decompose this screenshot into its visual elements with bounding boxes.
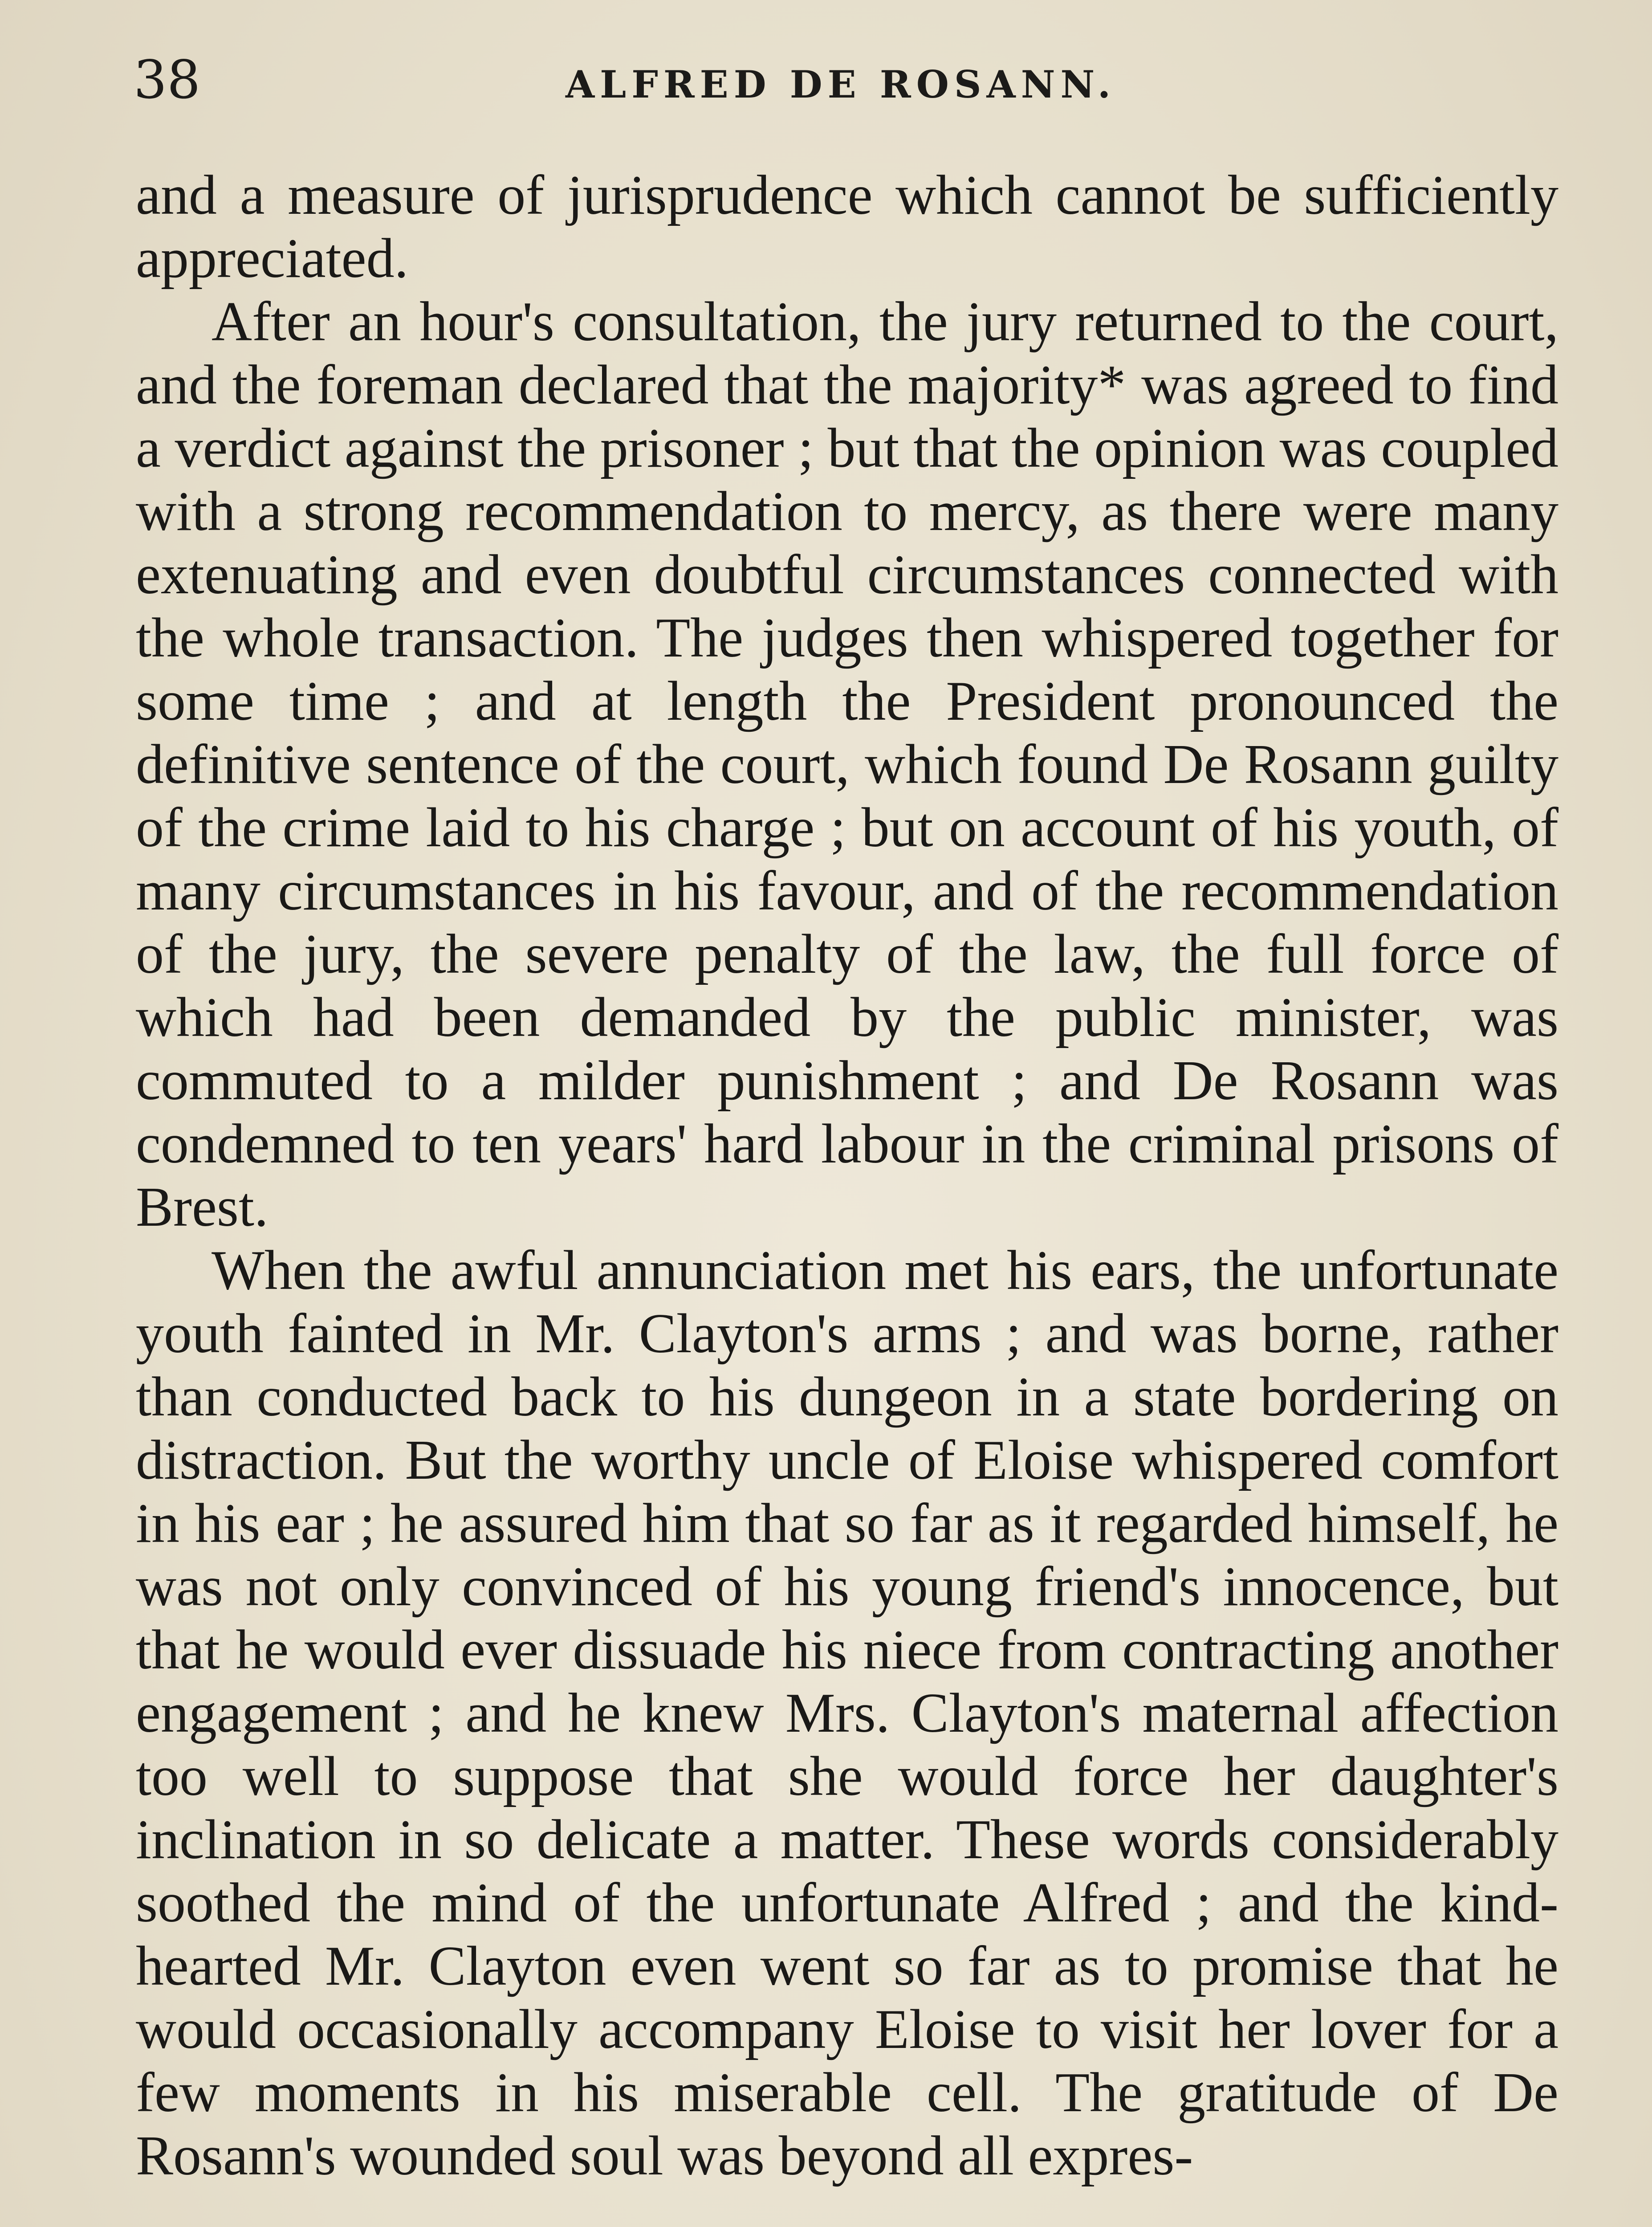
page-number: 38 xyxy=(134,49,201,110)
body-text xyxy=(136,164,1558,2188)
paragraph-annunciation: When the awful annunciation met his ears, the unfortunate youth fainted in Mr. Clayton's arms ; and was borne, rather than conducted back to his dungeon in a state bordering on distraction. But the worthy uncle of Eloise whispered comfort in his ear ; he assured him that so far as it regarded himself, he was not only convinced of his young friend's innocence, but that he would ever dissuade his niece from contracting another engagement ; and he knew Mrs. Clayton's maternal affection too well to suppose that she would force her daughter's inclination in so delicate a matter. These words considerably soothed the mind of the unfortunate Alfred ; and the kind-hearted Mr. Clayton even went so far as to promise that he would occasionally accompany Eloise to visit her lover for a few moments in his miserable cell. The gratitude of De Rosann's wounded soul was beyond all expres- xyxy=(136,1240,1558,2187)
paragraph-verdict: After an hour's consultation, the jury returned to the court, and the foreman declared that the majority* was agreed to find a verdict against the prisoner ; but that the opinion was coupled with a strong recommendation to mercy, as there were many extenuating and even doubtful circumstances connected with the whole transaction. The judges then whispered together for some time ; and at length the President pronounced the definitive sentence of the court, which found De Rosann guilty of the crime laid to his charge ; but on account of his youth, of many circumstances in his favour, and of the recommendation of the jury, the severe penalty of the law, the full force of which had been demanded by the public minister, was commuted to a milder punishment ; and De Rosann was condemned to ten years' hard labour in the criminal prisons of Brest. xyxy=(136,291,1558,1238)
paragraph-continued: and a measure of jurisprudence which cannot be sufficiently appreciated. xyxy=(136,164,1558,290)
running-head xyxy=(134,36,1558,125)
running-title: ALFRED DE ROSANN. xyxy=(566,62,1116,106)
